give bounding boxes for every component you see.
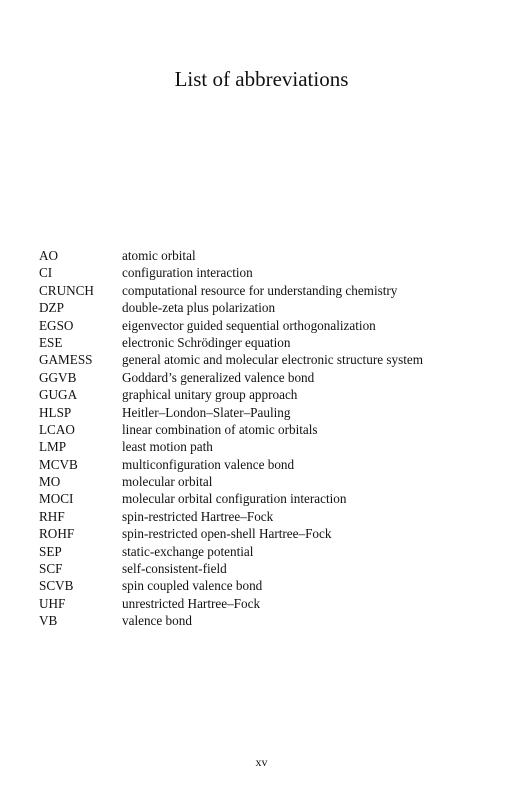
abbreviation-term: MOCI (39, 491, 74, 507)
abbreviation-row (39, 421, 499, 438)
abbreviation-row (39, 490, 499, 507)
abbreviation-definition: Heitler–London–Slater–Pauling (122, 404, 291, 420)
abbreviation-definition: general atomic and molecular electronic structure system (122, 352, 423, 368)
abbreviation-definition: least motion path (122, 439, 213, 455)
abbreviation-definition: self-consistent-field (122, 561, 227, 577)
abbreviation-row (39, 369, 499, 386)
abbreviation-definition: spin coupled valence bond (122, 578, 263, 594)
abbreviation-row (39, 317, 499, 334)
abbreviation-term: SCVB (39, 578, 74, 594)
abbreviation-row (39, 456, 499, 473)
abbreviation-row (39, 282, 499, 299)
abbreviation-row (39, 543, 499, 560)
abbreviation-term: DZP (39, 300, 64, 316)
abbreviation-definition: unrestricted Hartree–Fock (122, 595, 261, 611)
abbreviation-term: GUGA (39, 387, 78, 403)
abbreviation-term: VB (39, 613, 58, 629)
abbreviation-definition: atomic orbital (122, 248, 196, 263)
abbreviation-row (39, 595, 499, 612)
abbreviation-definition: molecular orbital (122, 474, 213, 490)
abbreviation-term: ESE (39, 334, 63, 350)
abbreviation-definition: valence bond (122, 613, 192, 629)
abbreviation-definition: Goddard’s generalized valence bond (122, 369, 315, 385)
abbreviation-row (39, 334, 499, 351)
abbreviation-row (39, 525, 499, 542)
abbreviation-row (39, 264, 499, 281)
abbreviation-term: EGSO (39, 317, 74, 333)
abbreviation-term: SEP (39, 543, 62, 559)
abbreviation-term: RHF (39, 508, 65, 524)
abbreviation-definition: configuration interaction (122, 265, 253, 281)
abbreviation-row (39, 438, 499, 455)
abbreviation-term: MCVB (39, 456, 78, 472)
abbreviation-term: GGVB (39, 369, 77, 385)
abbreviation-row (39, 473, 499, 490)
abbreviation-term: SCF (39, 561, 63, 577)
abbreviation-term: HLSP (39, 404, 72, 420)
abbreviation-term: UHF (39, 595, 66, 611)
abbreviation-row (39, 247, 499, 264)
abbreviation-term: CRUNCH (39, 282, 94, 298)
abbreviation-row (39, 351, 499, 368)
abbreviation-definition: double-zeta plus polarization (122, 300, 276, 316)
abbreviation-term: CI (39, 265, 53, 281)
abbreviation-definition: static-exchange potential (122, 543, 254, 559)
abbreviation-definition: linear combination of atomic orbitals (122, 421, 318, 437)
page-title: List of abbreviations (174, 67, 349, 91)
abbreviation-row (39, 577, 499, 594)
abbreviation-definition: multiconfiguration valence bond (122, 456, 295, 472)
abbreviation-term: MO (39, 474, 61, 490)
abbreviation-definition: electronic Schrödinger equation (122, 334, 291, 350)
abbreviation-definition: graphical unitary group approach (122, 387, 298, 403)
abbreviation-definition: spin-restricted open-shell Hartree–Fock (122, 526, 332, 542)
abbreviation-list (39, 247, 499, 630)
abbreviation-row (39, 508, 499, 525)
abbreviation-term: ROHF (39, 526, 75, 542)
abbreviation-term: LMP (39, 439, 67, 455)
abbreviation-definition: eigenvector guided sequential orthogonalization (122, 317, 376, 333)
abbreviation-row (39, 612, 499, 629)
abbreviation-definition: spin-restricted Hartree–Fock (122, 508, 274, 524)
abbreviation-term: GAMESS (39, 352, 93, 368)
abbreviation-row (39, 386, 499, 403)
abbreviation-definition: molecular orbital configuration interaction (122, 491, 347, 507)
abbreviation-term: LCAO (39, 421, 75, 437)
abbreviation-definition: computational resource for understanding chemistry (122, 282, 398, 298)
abbreviation-row (39, 404, 499, 421)
abbreviation-row (39, 299, 499, 316)
page-number: xv (255, 755, 268, 769)
abbreviation-row (39, 560, 499, 577)
abbreviation-term: AO (39, 248, 59, 263)
